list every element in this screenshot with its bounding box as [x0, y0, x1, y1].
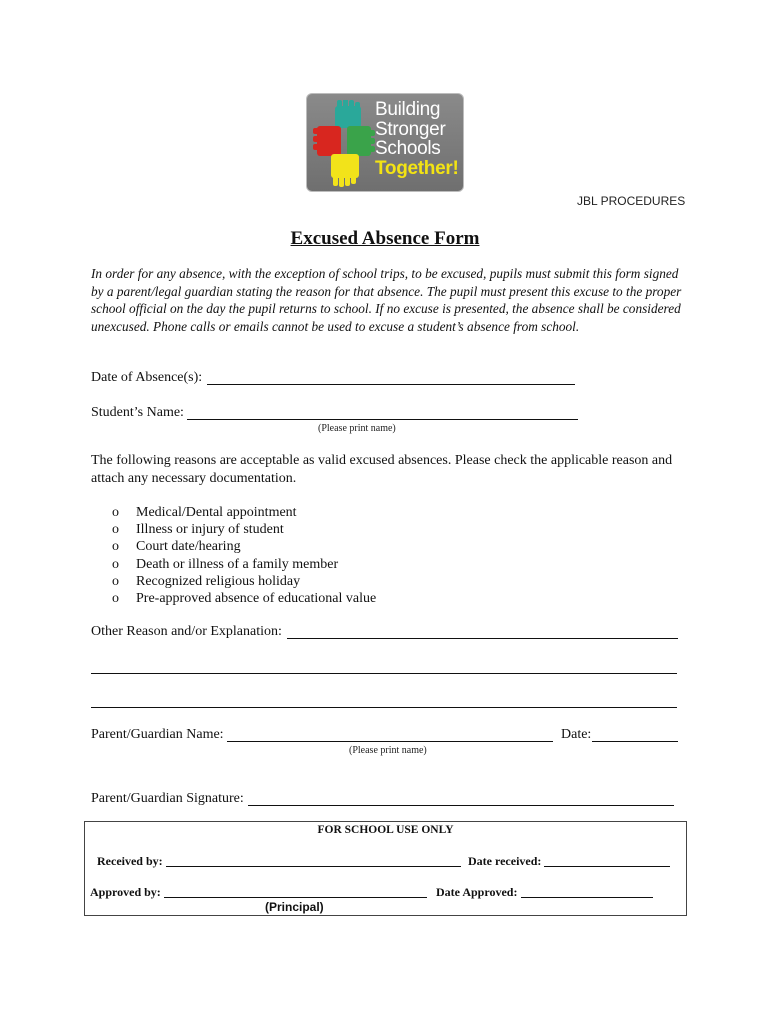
received-by-label: Received by: [97, 854, 163, 868]
form-intro: In order for any absence, with the exception of school trips, to be excused, pupils must submit this form signed by a parent/legal guardian stating the reason for that absence. The pupil must present this excuse to the proper school official on the day the pupil returns to school. If no excuse is presented, the absence shall be considered unexcused. Phone calls or emails cannot be used to excuse a student’s absence from school. [91, 266, 682, 334]
logo-line-4: Together! [375, 157, 459, 179]
explanation-line-1[interactable] [91, 673, 677, 674]
principal-label: (Principal) [265, 900, 324, 914]
guardian-signature-field[interactable] [248, 805, 674, 806]
date-of-absence-field[interactable] [207, 384, 575, 385]
date-received-field[interactable] [544, 866, 670, 867]
school-use-header: FOR SCHOOL USE ONLY [317, 824, 454, 836]
other-reason-field[interactable] [287, 638, 678, 639]
date-approved-field[interactable] [521, 897, 653, 898]
guardian-name-field[interactable] [227, 741, 553, 742]
logo-line-2: Stronger [375, 118, 446, 140]
reason-item[interactable]: o Medical/Dental appointment [112, 505, 297, 520]
date-of-absence-label: Date of Absence(s): [91, 370, 203, 385]
guardian-signature-label: Parent/Guardian Signature: [91, 791, 244, 806]
reasons-list [112, 504, 376, 607]
guardian-name-label: Parent/Guardian Name: [91, 727, 224, 742]
reason-checkbox[interactable]: o [112, 591, 119, 607]
school-logo [306, 93, 464, 192]
other-reason-label: Other Reason and/or Explanation: [91, 624, 282, 639]
reasons-intro: The following reasons are acceptable as valid excused absences. Please check the applicable reason and attach any necessary documentation. [91, 453, 673, 486]
reason-checkbox[interactable]: o [112, 505, 119, 520]
received-by-field[interactable] [166, 866, 461, 867]
date-approved-label: Date Approved: [436, 885, 518, 899]
explanation-line-2[interactable] [91, 707, 677, 708]
school-use-box [84, 821, 687, 916]
reason-checkbox[interactable]: o [112, 522, 119, 538]
reason-item[interactable]: o Illness or injury of student [112, 522, 284, 538]
reason-item[interactable]: o Pre-approved absence of educational value [112, 591, 377, 607]
student-name-label: Student’s Name: [91, 405, 184, 420]
form-title: Excused Absence Form [290, 228, 480, 249]
reason-checkbox[interactable]: o [112, 573, 119, 589]
approved-by-label: Approved by: [90, 885, 161, 899]
logo-line-3: Schools [375, 138, 441, 159]
reason-checkbox[interactable]: o [112, 539, 119, 555]
reason-item[interactable]: o Court date/hearing [112, 539, 241, 555]
procedures-label: JBL PROCEDURES [577, 194, 686, 208]
guardian-print-hint: (Please print name) [349, 745, 427, 756]
logo-text [375, 100, 465, 178]
student-name-field[interactable] [187, 419, 578, 420]
date-label: Date: [561, 727, 592, 742]
date-field[interactable] [592, 741, 678, 742]
reason-item[interactable]: o Recognized religious holiday [112, 573, 301, 589]
logo-line-1: Building [375, 99, 441, 120]
approved-by-field[interactable] [164, 897, 427, 898]
student-print-hint: (Please print name) [318, 423, 396, 434]
reason-item[interactable]: o Death or illness of a family member [112, 556, 339, 572]
hands-logo-icon [313, 100, 377, 188]
reason-checkbox[interactable]: o [112, 556, 119, 572]
date-received-label: Date received: [468, 854, 542, 868]
